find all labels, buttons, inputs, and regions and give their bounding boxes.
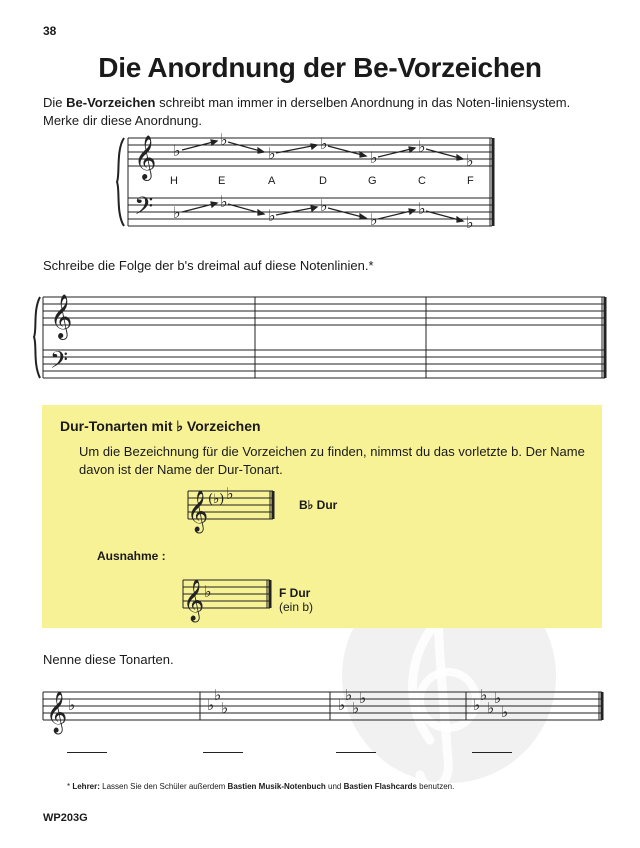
svg-text:♭: ♭	[345, 686, 353, 704]
svg-text:♭: ♭	[320, 196, 328, 215]
svg-text:♭: ♭	[352, 699, 360, 717]
svg-text:♭: ♭	[370, 210, 378, 229]
footnote-book1: Bastien Musik-Notenbuch	[227, 782, 326, 791]
order-letter: H	[170, 175, 178, 187]
footnote-book2: Bastien Flashcards	[343, 782, 417, 791]
bass-clef-icon: 𝄢	[134, 192, 154, 227]
svg-text:♭: ♭	[370, 148, 378, 167]
box-heading: Dur-Tonarten mit ♭ Vorzeichen	[60, 418, 261, 434]
svg-text:♭: ♭	[501, 703, 509, 721]
svg-text:♭: ♭	[494, 689, 502, 707]
svg-text:♭: ♭	[220, 130, 228, 149]
svg-text:♭: ♭	[418, 137, 426, 156]
footnote-prefix: *	[67, 782, 73, 791]
intro-bold: Be-Vorzeichen	[66, 95, 156, 110]
svg-text:♭: ♭	[320, 134, 328, 153]
svg-text:♭: ♭	[214, 686, 222, 704]
flat-icon: ♭	[204, 582, 212, 601]
svg-text:♭: ♭	[466, 213, 474, 232]
flat-icon: ♭	[226, 484, 234, 503]
footnote-text: Lassen Sie den Schüler außerdem	[99, 782, 228, 791]
svg-text:♭: ♭	[173, 203, 181, 222]
intro-text-1: Die	[43, 95, 67, 110]
svg-text:♭: ♭	[487, 699, 495, 717]
svg-text:♭: ♭	[68, 696, 76, 714]
svg-text:♭: ♭	[220, 192, 228, 211]
bass-clef-icon: 𝄢	[50, 346, 69, 379]
f-major-label: F Dur	[279, 586, 311, 600]
svg-text:♭: ♭	[480, 686, 488, 704]
order-letter: D	[319, 175, 327, 187]
instruction-name-keys: Nenne diese Tonarten.	[43, 652, 174, 667]
order-letter: F	[467, 175, 474, 187]
svg-text:♭: ♭	[207, 696, 215, 714]
svg-text:♭: ♭	[221, 699, 229, 717]
page-title: Die Anordnung der Be-Vorzeichen	[98, 52, 542, 83]
treble-clef-icon: 𝄞	[50, 294, 73, 338]
exception-label: Ausnahme :	[97, 549, 166, 563]
footnote-end: benutzen.	[416, 782, 455, 791]
svg-text:♭: ♭	[466, 151, 474, 170]
svg-text:♭: ♭	[338, 696, 346, 714]
treble-clef-icon: 𝄞	[183, 580, 205, 621]
svg-text:♭: ♭	[418, 199, 426, 218]
footnote-label: Lehrer:	[72, 782, 100, 791]
intro-text-2: schreibt man immer in derselben Anordnung in das Noten-liniensystem. Merke dir diese Anordnung.	[43, 95, 571, 128]
treble-clef-icon: 𝄞	[187, 491, 209, 532]
svg-text:♭: ♭	[268, 206, 276, 225]
svg-text:♭: ♭	[473, 696, 481, 714]
footer-code: WP203G	[43, 812, 88, 824]
order-letter: C	[418, 175, 426, 187]
flat-icon: (♭)	[208, 492, 225, 507]
f-major-sublabel: (ein b)	[279, 600, 314, 614]
box-explanation: Um die Bezeichnung für die Vorzeichen zu finden, nimmst du das vorletzte b. Der Name davon ist der Name der Dur-Tonart.	[79, 444, 585, 477]
order-letter: E	[218, 175, 226, 187]
svg-text:♭: ♭	[359, 689, 367, 707]
instruction-write-flats: Schreibe die Folge der b's dreimal auf diese Notenlinien.*	[43, 258, 374, 273]
order-letter: G	[368, 175, 377, 187]
svg-text:♭: ♭	[268, 144, 276, 163]
treble-clef-icon: 𝄞	[46, 692, 68, 733]
bb-major-label: B♭ Dur	[299, 498, 338, 512]
svg-text:♭: ♭	[173, 141, 181, 160]
page-number: 38	[43, 24, 57, 38]
treble-clef-icon: 𝄞	[134, 135, 157, 179]
order-letter: A	[268, 175, 276, 187]
flat-icon	[68, 686, 508, 721]
footnote-and: und	[325, 782, 344, 791]
